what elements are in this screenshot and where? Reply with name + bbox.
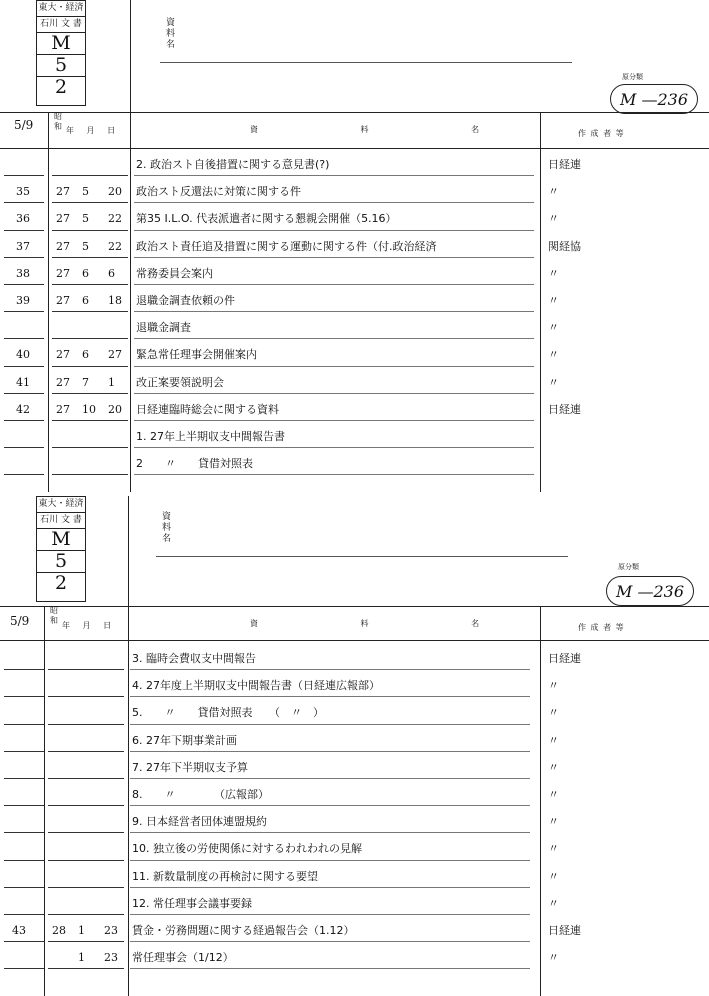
author-name: 〃 <box>548 185 559 199</box>
title-underline <box>134 175 534 176</box>
document-title: 日経連臨時総会に関する資料 <box>136 402 279 416</box>
title-underline <box>134 393 534 394</box>
row-number-rule <box>4 696 44 697</box>
author-name: 〃 <box>548 375 559 389</box>
title-underline <box>130 696 530 697</box>
col-rule-date <box>128 606 129 996</box>
date-month: 6 <box>82 266 89 280</box>
row-number-rule <box>4 366 44 367</box>
row-number-rule <box>4 420 44 421</box>
row-number-rule <box>4 832 44 833</box>
row-number-rule <box>4 257 44 258</box>
row-number: 35 <box>16 185 30 199</box>
author-name: 〃 <box>548 348 559 362</box>
date-month: 5 <box>82 239 89 253</box>
shiryomei-rule <box>160 62 572 63</box>
title-underline <box>134 366 534 367</box>
document-title: 退職金調査依頼の件 <box>136 294 235 307</box>
date-rule <box>48 724 124 725</box>
row-number-rule <box>4 860 44 861</box>
archive-stamp <box>36 0 86 106</box>
date-rule <box>52 230 128 231</box>
title-underline <box>130 778 530 779</box>
archive-stamp <box>36 496 86 602</box>
row-number: 38 <box>16 266 30 280</box>
row-number-rule <box>4 474 44 475</box>
title-underline <box>130 968 530 969</box>
stamp-number-1: 5 <box>37 551 85 573</box>
header-title: 資 料 名 <box>250 619 530 628</box>
col-rule-date <box>130 112 131 492</box>
document-title: 政治スト責任追及措置に関する運動に関する件（付.政治経済 <box>136 239 437 253</box>
document-title: 賃金・労務問題に関する経過報告会（1.12） <box>132 924 355 937</box>
author-name: 〃 <box>548 733 559 747</box>
document-title: 退職金調査 <box>136 321 191 335</box>
author-name: 〃 <box>548 321 559 335</box>
classification-oval: M —236 <box>606 576 694 606</box>
document-title: 4. 27年度上半期収支中間報告書（日経連広報部） <box>132 679 380 693</box>
document-title: 11. 新数量制度の再検討に関する要望 <box>132 869 318 883</box>
row-number: 37 <box>16 239 30 253</box>
header-date-cols: 年 月 日 <box>62 621 113 630</box>
date-rule <box>52 257 128 258</box>
row-number-rule <box>4 338 44 339</box>
document-title: 12. 常任理事会議事要録 <box>132 896 252 910</box>
row-number: 40 <box>16 348 30 362</box>
date-rule <box>48 832 124 833</box>
col-rule-no <box>44 606 45 996</box>
date-rule <box>52 393 128 394</box>
author-name: 〃 <box>548 706 559 720</box>
date-rule <box>52 284 128 285</box>
date-month: 5 <box>82 185 89 199</box>
title-underline <box>130 887 530 888</box>
row-number-rule <box>4 968 44 969</box>
document-title: 2 〃 貸借対照表 <box>136 457 253 471</box>
date-year: 27 <box>56 294 70 307</box>
row-number-rule <box>4 887 44 888</box>
date-rule <box>52 474 128 475</box>
title-underline <box>130 751 530 752</box>
title-underline <box>130 941 530 942</box>
date-month: 1 <box>78 924 85 937</box>
stamp-number-2: 2 <box>54 572 68 594</box>
date-day: 20 <box>108 185 122 199</box>
date-day: 27 <box>108 348 122 362</box>
classification-label: 原分類 <box>618 563 639 571</box>
document-title: 常任理事会（1/12） <box>132 951 234 965</box>
row-number-rule <box>4 751 44 752</box>
author-name: 〃 <box>548 760 559 774</box>
row-number-rule <box>4 284 44 285</box>
shiryomei-label: 資料名 <box>166 18 176 50</box>
document-title: 8. 〃 （広報部） <box>132 788 269 801</box>
document-title: 常務委員会案内 <box>136 266 213 280</box>
title-underline <box>130 669 530 670</box>
title-underline <box>130 805 530 806</box>
document-title: 政治スト反還法に対策に関する件 <box>136 185 301 199</box>
document-title: 改正案要領説明会 <box>136 375 224 389</box>
date-year: 27 <box>56 185 70 199</box>
classification-label: 原分類 <box>622 73 643 81</box>
title-underline <box>134 474 534 475</box>
author-name: 〃 <box>548 679 559 693</box>
row-number-rule <box>4 778 44 779</box>
corner-mark: 5/9 <box>14 118 34 132</box>
author-name: 日経連 <box>548 158 581 171</box>
document-title: 9. 日本経営者団体連盟規約 <box>132 815 267 829</box>
date-rule <box>52 175 128 176</box>
date-month: 10 <box>82 402 96 416</box>
title-underline <box>134 284 534 285</box>
header-era: 昭 和 <box>50 606 59 625</box>
stamp-number-2: 2 <box>54 76 68 98</box>
date-year: 28 <box>52 924 66 937</box>
author-name: 〃 <box>548 294 559 307</box>
stamp-university: 東大・経済 <box>37 497 85 513</box>
date-rule <box>52 338 128 339</box>
row-number: 43 <box>12 924 26 937</box>
title-underline <box>130 860 530 861</box>
row-number: 41 <box>16 375 30 389</box>
date-day: 22 <box>108 212 122 226</box>
header-top-rule <box>0 112 709 113</box>
stamp-letter: M <box>37 529 85 551</box>
document-title: 6. 27年下期事業計画 <box>132 733 237 747</box>
date-rule <box>48 968 124 969</box>
date-rule <box>52 420 128 421</box>
document-title: 3. 臨時会費収支中間報告 <box>132 652 256 665</box>
document-title: 1. 27年上半期収支中間報告書 <box>136 430 285 443</box>
header-author: 作 成 者 等 <box>578 623 625 632</box>
date-day: 20 <box>108 402 122 416</box>
author-name: 関経協 <box>548 239 581 253</box>
author-name: 〃 <box>548 951 559 965</box>
header-bottom-rule <box>0 148 709 149</box>
header-era: 昭 和 <box>54 112 63 131</box>
date-month: 7 <box>82 375 89 389</box>
row-number-rule <box>4 311 44 312</box>
date-year: 27 <box>56 239 70 253</box>
date-month: 6 <box>82 294 89 307</box>
date-rule <box>48 669 124 670</box>
author-name: 〃 <box>548 212 559 226</box>
author-name: 〃 <box>548 869 559 883</box>
row-number-rule <box>4 393 44 394</box>
date-year: 27 <box>56 348 70 362</box>
row-number: 39 <box>16 294 30 307</box>
stamp-collection: 石川 文 書 <box>37 17 85 33</box>
row-number-rule <box>4 447 44 448</box>
col-rule-author <box>540 606 541 996</box>
row-number-rule <box>4 669 44 670</box>
date-rule <box>52 311 128 312</box>
date-rule <box>48 860 124 861</box>
header-top-rule <box>0 606 709 607</box>
stamp-number-1: 5 <box>37 55 85 77</box>
title-underline <box>134 202 534 203</box>
title-underline <box>130 832 530 833</box>
date-rule <box>48 751 124 752</box>
title-underline <box>134 338 534 339</box>
shiryomei-label: 資料名 <box>162 512 172 544</box>
document-title: 2. 政治スト自後措置に関する意見書(?) <box>136 158 330 171</box>
header-author: 作 成 者 等 <box>578 129 625 138</box>
corner-mark: 5/9 <box>10 614 30 628</box>
col-rule-author <box>540 112 541 492</box>
date-year: 27 <box>56 212 70 226</box>
document-title: 5. 〃 貸借対照表 （ 〃 ） <box>132 706 324 720</box>
title-underline <box>134 447 534 448</box>
title-underline <box>134 311 534 312</box>
row-number-rule <box>4 202 44 203</box>
stamp-collection: 石川 文 書 <box>37 513 85 529</box>
row-number: 42 <box>16 402 30 416</box>
date-year: 27 <box>56 402 70 416</box>
author-name: 〃 <box>548 788 559 801</box>
author-name: 日経連 <box>548 402 581 416</box>
date-day: 1 <box>108 375 115 389</box>
date-day: 22 <box>108 239 122 253</box>
date-rule <box>48 914 124 915</box>
author-name: 〃 <box>548 842 559 856</box>
classification-oval: M —236 <box>610 84 698 114</box>
row-number-rule <box>4 914 44 915</box>
author-name: 日経連 <box>548 924 581 937</box>
date-year: 27 <box>56 266 70 280</box>
date-rule <box>52 447 128 448</box>
title-underline <box>134 230 534 231</box>
date-rule <box>48 778 124 779</box>
title-underline <box>130 724 530 725</box>
row-number-rule <box>4 230 44 231</box>
header-bottom-rule <box>0 640 709 641</box>
document-title: 緊急常任理事会開催案内 <box>136 348 257 362</box>
date-month: 6 <box>82 348 89 362</box>
shiryomei-rule <box>156 556 568 557</box>
row-number-rule <box>4 805 44 806</box>
row-number-rule <box>4 724 44 725</box>
date-rule <box>52 202 128 203</box>
row-number-rule <box>4 175 44 176</box>
date-rule <box>52 366 128 367</box>
author-name: 日経連 <box>548 652 581 665</box>
date-rule <box>48 887 124 888</box>
date-day: 18 <box>108 294 122 307</box>
date-month: 5 <box>82 212 89 226</box>
date-rule <box>48 941 124 942</box>
left-margin-rule <box>128 496 129 606</box>
row-number: 36 <box>16 212 30 226</box>
header-date-cols: 年 月 日 <box>66 126 117 135</box>
document-title: 第35 I.L.O. 代表派遣者に関する懇親会開催（5.16） <box>136 212 397 226</box>
title-underline <box>130 914 530 915</box>
date-day: 23 <box>104 924 118 937</box>
date-day: 6 <box>108 266 115 280</box>
date-year: 27 <box>56 375 70 389</box>
author-name: 〃 <box>548 815 559 829</box>
date-month: 1 <box>78 951 85 965</box>
left-margin-rule <box>130 0 131 120</box>
document-title: 10. 独立後の労使関係に対するわれわれの見解 <box>132 842 362 856</box>
title-underline <box>134 257 534 258</box>
document-title: 7. 27年下半期収支予算 <box>132 760 248 774</box>
date-rule <box>48 805 124 806</box>
date-rule <box>48 696 124 697</box>
col-rule-no <box>48 112 49 492</box>
title-underline <box>134 420 534 421</box>
row-number-rule <box>4 941 44 942</box>
author-name: 〃 <box>548 896 559 910</box>
header-title: 資 料 名 <box>250 125 530 134</box>
stamp-letter: M <box>37 33 85 55</box>
date-day: 23 <box>104 951 118 965</box>
author-name: 〃 <box>548 266 559 280</box>
stamp-university: 東大・経済 <box>37 1 85 17</box>
